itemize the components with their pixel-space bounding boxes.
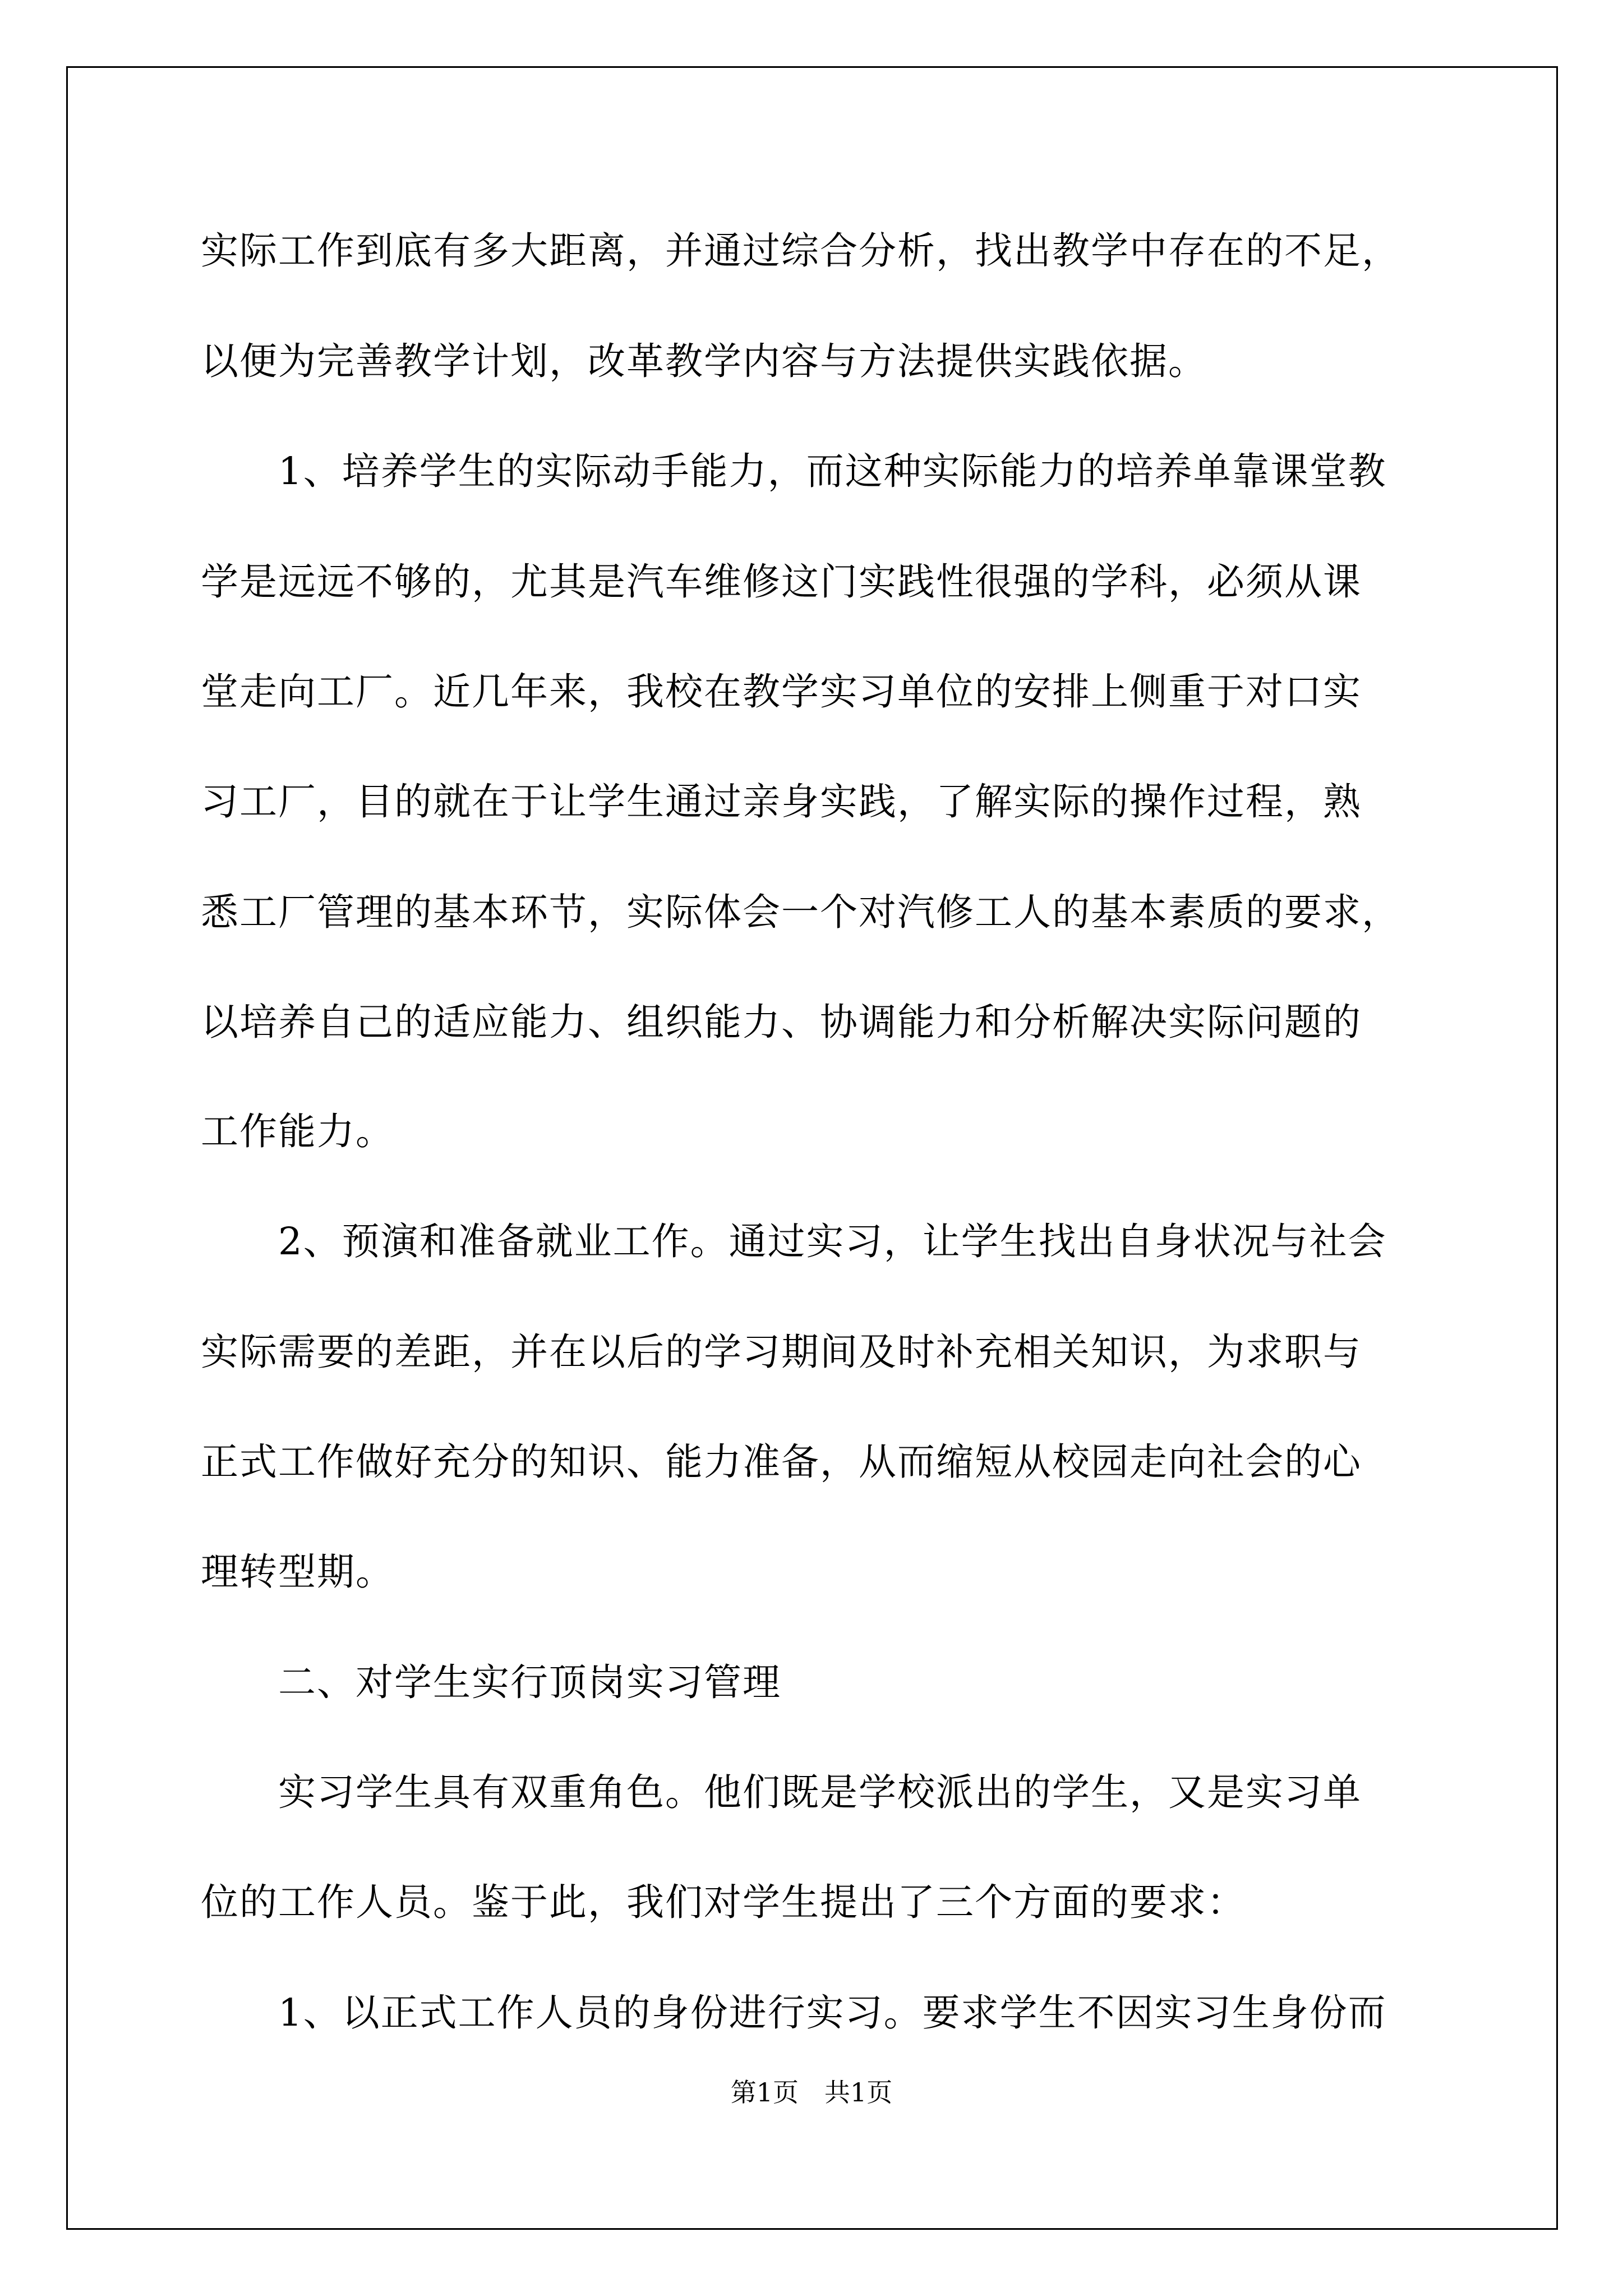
- text-line: 悉工厂管理的基本环节，实际体会一个对汽修工人的基本素质的要求，: [201, 890, 1400, 934]
- text-line: 以便为完善教学计划，改革教学内容与方法提供实践依据。: [201, 339, 1207, 383]
- text-line: 2、预演和准备就业工作。通过实习，让学生找出自身状况与社会: [201, 1220, 1387, 1263]
- text-line: 学是远远不够的，尤其是汽车维修这门实践性很强的学科，必须从课: [201, 560, 1362, 604]
- text-line: 实际需要的差距，并在以后的学习期间及时补充相关知识，为求职与: [201, 1330, 1362, 1374]
- text-line: 位的工作人员。鉴于此，我们对学生提出了三个方面的要求：: [201, 1880, 1246, 1924]
- text-line: 正式工作做好充分的知识、能力准备，从而缩短从校园走向社会的心: [201, 1440, 1362, 1484]
- text-line: 理转型期。: [201, 1550, 394, 1594]
- text-line: 1、培养学生的实际动手能力，而这种实际能力的培养单靠课堂教: [201, 449, 1387, 493]
- section-heading: 二、对学生实行顶岗实习管理: [201, 1660, 781, 1704]
- text-line: 习工厂，目的就在于让学生通过亲身实践，了解实际的操作过程，熟: [201, 780, 1362, 823]
- text-line: 以培养自己的适应能力、组织能力、协调能力和分析解决实际问题的: [201, 1000, 1362, 1044]
- text-line: 实际工作到底有多大距离，并通过综合分析，找出教学中存在的不足，: [201, 229, 1400, 273]
- text-line: 工作能力。: [201, 1110, 394, 1153]
- text-line: 1、以正式工作人员的身份进行实习。要求学生不因实习生身份而: [201, 1991, 1387, 2035]
- text-line: 堂走向工厂。近几年来，我校在教学实习单位的安排上侧重于对口实: [201, 670, 1362, 714]
- page-footer: 第1页 共1页: [730, 2077, 893, 2108]
- text-line: 实习学生具有双重角色。他们既是学校派出的学生，又是实习单: [201, 1770, 1362, 1814]
